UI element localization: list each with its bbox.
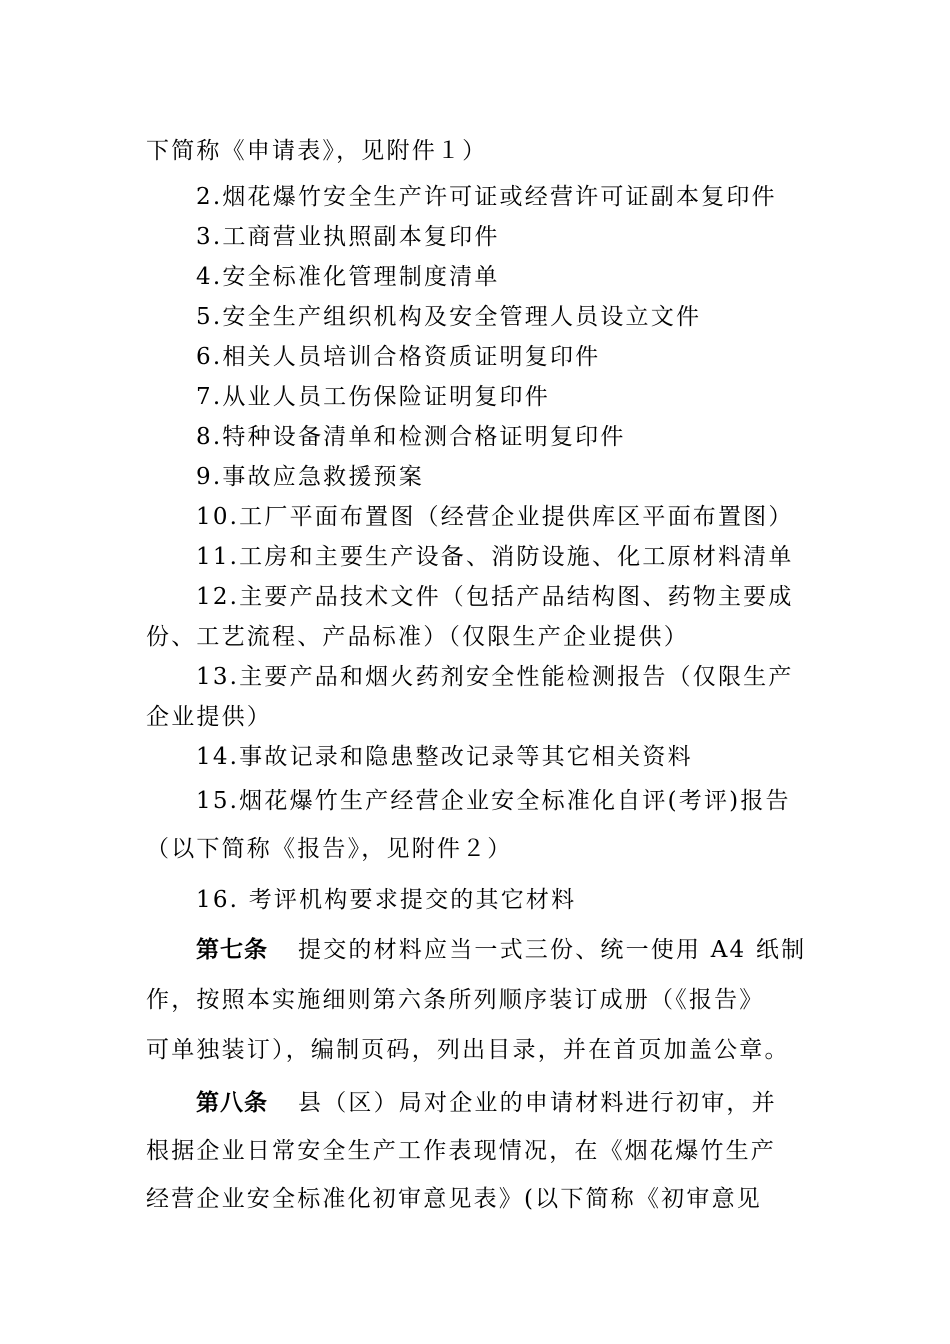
list-item: 15.烟花爆竹生产经营企业安全标准化自评(考评)报告 — [196, 788, 791, 814]
article-8-line-1 — [196, 1088, 806, 1118]
list-item: 13.主要产品和烟火药剂安全性能检测报告（仅限生产 — [196, 664, 794, 690]
list-item: 5.安全生产组织机构及安全管理人员设立文件 — [196, 304, 702, 330]
list-item: 9.事故应急救援预案 — [196, 464, 424, 490]
list-item: 3.工商营业执照副本复印件 — [196, 224, 500, 250]
article-7-line-3: 可单独装订），编制页码，列出目录，并在首页加盖公章。 — [146, 1037, 790, 1063]
list-item: 12.主要产品技术文件（包括产品结构图、药物主要成 — [196, 584, 794, 610]
list-item: 6.相关人员培训合格资质证明复印件 — [196, 344, 601, 370]
article-8-text: 县（区）局对企业的申请材料进行初审，并 — [298, 1090, 777, 1116]
text-line: 下简称《申请表》，见附件１） — [146, 138, 488, 164]
list-item: 10.工厂平面布置图（经营企业提供库区平面布置图） — [196, 504, 794, 530]
list-item-continuation: 企业提供） — [146, 704, 272, 730]
article-7-heading: 第七条 — [196, 936, 268, 963]
article-7-text: 提交的材料应当一式三份、统一使用 A4 纸制 — [298, 937, 807, 963]
list-item: 8.特种设备清单和检测合格证明复印件 — [196, 424, 626, 450]
list-item: 7.从业人员工伤保险证明复印件 — [196, 384, 550, 410]
list-item: 4.安全标准化管理制度清单 — [196, 264, 500, 290]
list-item: 14.事故记录和隐患整改记录等其它相关资料 — [196, 744, 693, 770]
article-8-line-2: 根据企业日常安全生产工作表现情况，在《烟花爆竹生产 — [146, 1138, 776, 1164]
list-item: 2.烟花爆竹安全生产许可证或经营许可证副本复印件 — [196, 184, 777, 210]
list-item-continuation: 份、工艺流程、产品标准）（仅限生产企业提供） — [146, 624, 689, 650]
article-8-heading: 第八条 — [196, 1089, 268, 1116]
article-7-line-1 — [196, 935, 806, 965]
article-7-line-2: 作，按照本实施细则第六条所列顺序装订成册（《报告》 — [146, 987, 765, 1013]
article-8-line-3: 经营企业安全标准化初审意见表》(以下简称《初审意见 — [146, 1186, 762, 1212]
list-item: 11.工房和主要生产设备、消防设施、化工原材料清单 — [196, 544, 794, 570]
list-item: 16. 考评机构要求提交的其它材料 — [196, 887, 577, 913]
list-item-continuation: （以下简称《报告》，见附件２） — [146, 836, 513, 862]
